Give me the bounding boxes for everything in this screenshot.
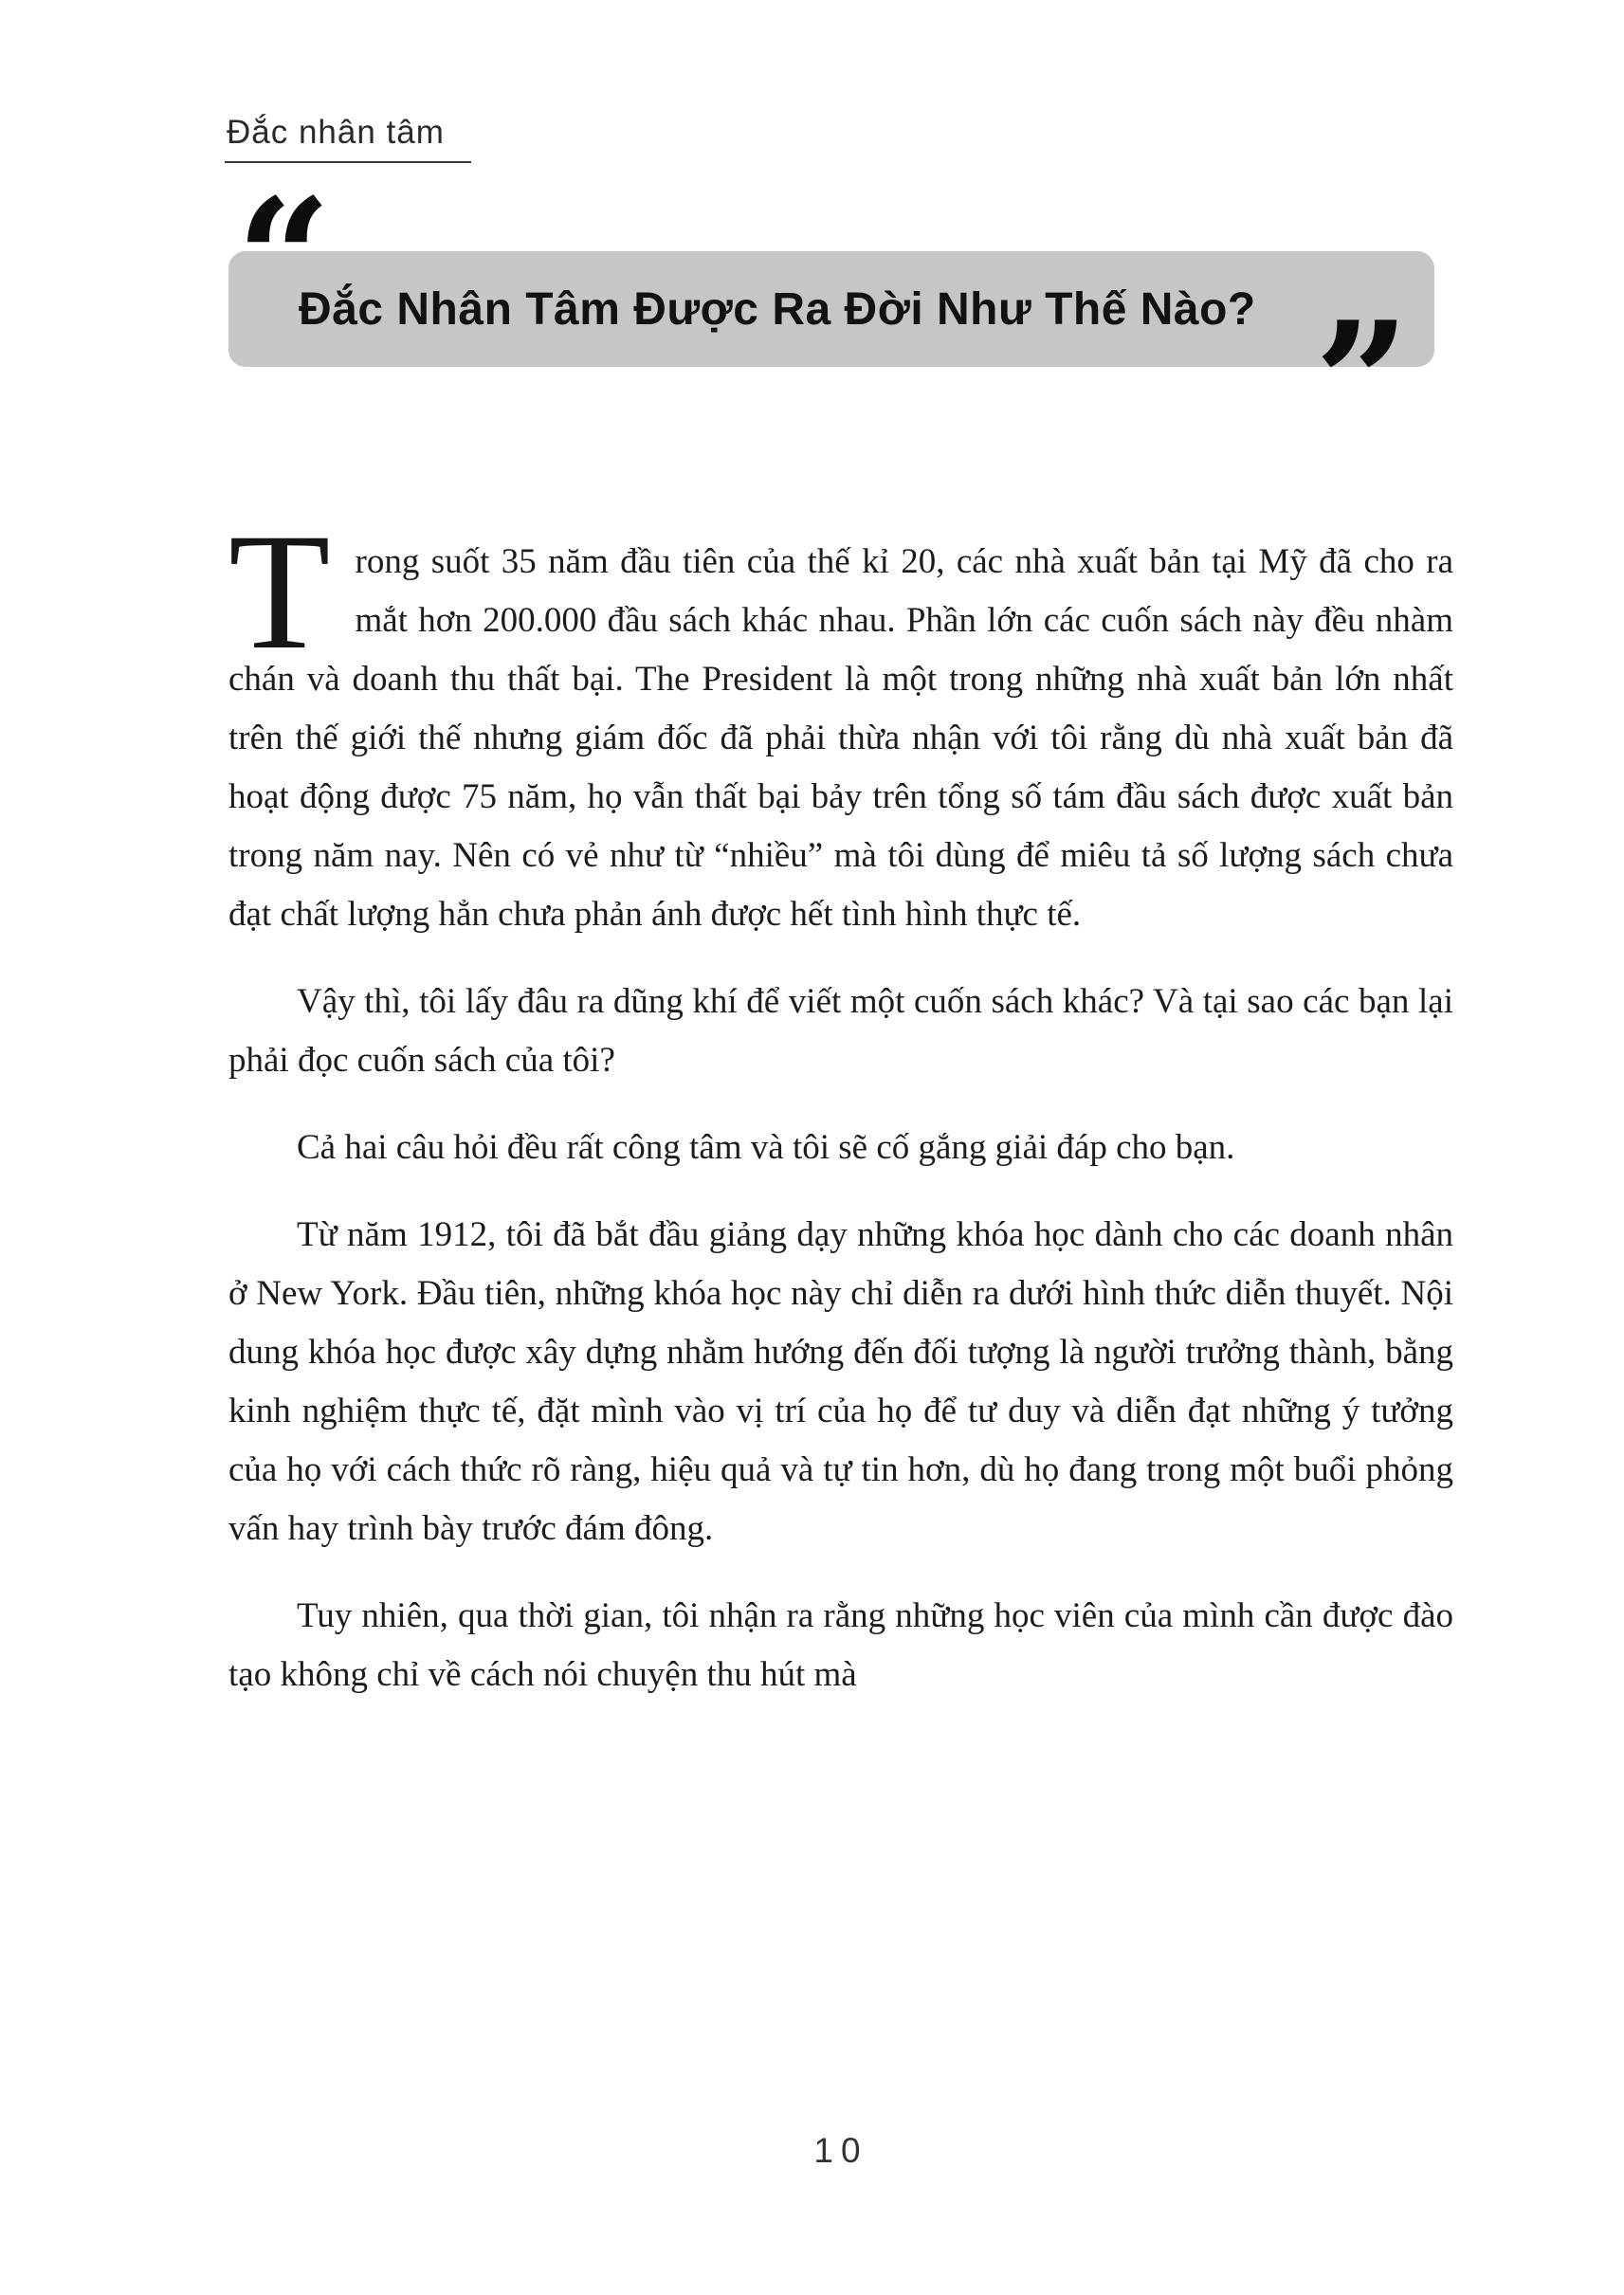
paragraph: Cả hai câu hỏi đều rất công tâm và tôi sẽ cố gắng giải đáp cho bạn. (297, 1128, 1235, 1167)
close-quote-icon: ” (1314, 286, 1410, 481)
drop-cap: T (228, 500, 331, 684)
title-banner (228, 251, 1434, 367)
paragraph: Từ năm 1912, tôi đã bắt đầu giảng dạy những khóa học dành cho các doanh nhân ở New York. Đầu tiên, những khóa học này chỉ diễn ra dưới hình thức diễn thuyết. Nội dung khóa học được xây dựng nhằm hướng đến đối tượng là người trưởng thành, bằng kinh nghiệm thực tế, đặt mình vào vị trí của họ để tư duy và diễn đạt những ý tưởng của họ với cách thức rõ ràng, hiệu quả và tự tin hơn, dù họ đang trong một buổi phỏng vấn hay trình bày trước đám đông. (228, 1215, 1453, 1548)
paragraph: Tuy nhiên, qua thời gian, tôi nhận ra rằng những học viên của mình cần được đào tạo không chỉ về cách nói chuyện thu hút mà (228, 1596, 1453, 1694)
chapter-title-block (228, 163, 1434, 481)
paragraph (228, 500, 1453, 944)
page-number: 10 (813, 2131, 868, 2170)
running-header: Đắc nhân tâm (225, 114, 471, 163)
body-text (228, 500, 1453, 1733)
paragraph: Vậy thì, tôi lấy đâu ra dũng khí để viết một cuốn sách khác? Và tại sao các bạn lại phải đọc cuốn sách của tôi? (228, 982, 1453, 1080)
paragraph-text: rong suốt 35 năm đầu tiên của thế kỉ 20, các nhà xuất bản tại Mỹ đã cho ra mắt hơn 200.000 đầu sách khác nhau. Phần lớn các cuốn sách này đều nhàm chán và doanh thu thất bại. The President là một trong những nhà xuất bản lớn nhất trên thế giới thế nhưng giám đốc đã phải thừa nhận với tôi rằng dù nhà xuất bản đã hoạt động được 75 năm, họ vẫn thất bại bảy trên tổng số tám đầu sách được xuất bản trong năm nay. Nên có vẻ như từ “nhiều” mà tôi dùng để miêu tả số lượng sách chưa đạt chất lượng hẳn chưa phản ánh được hết tình hình thực tế. (228, 542, 1453, 934)
open-quote-icon: “ (236, 163, 332, 357)
chapter-title: Đắc Nhân Tâm Được Ra Đời Như Thế Nào? (299, 283, 1256, 335)
